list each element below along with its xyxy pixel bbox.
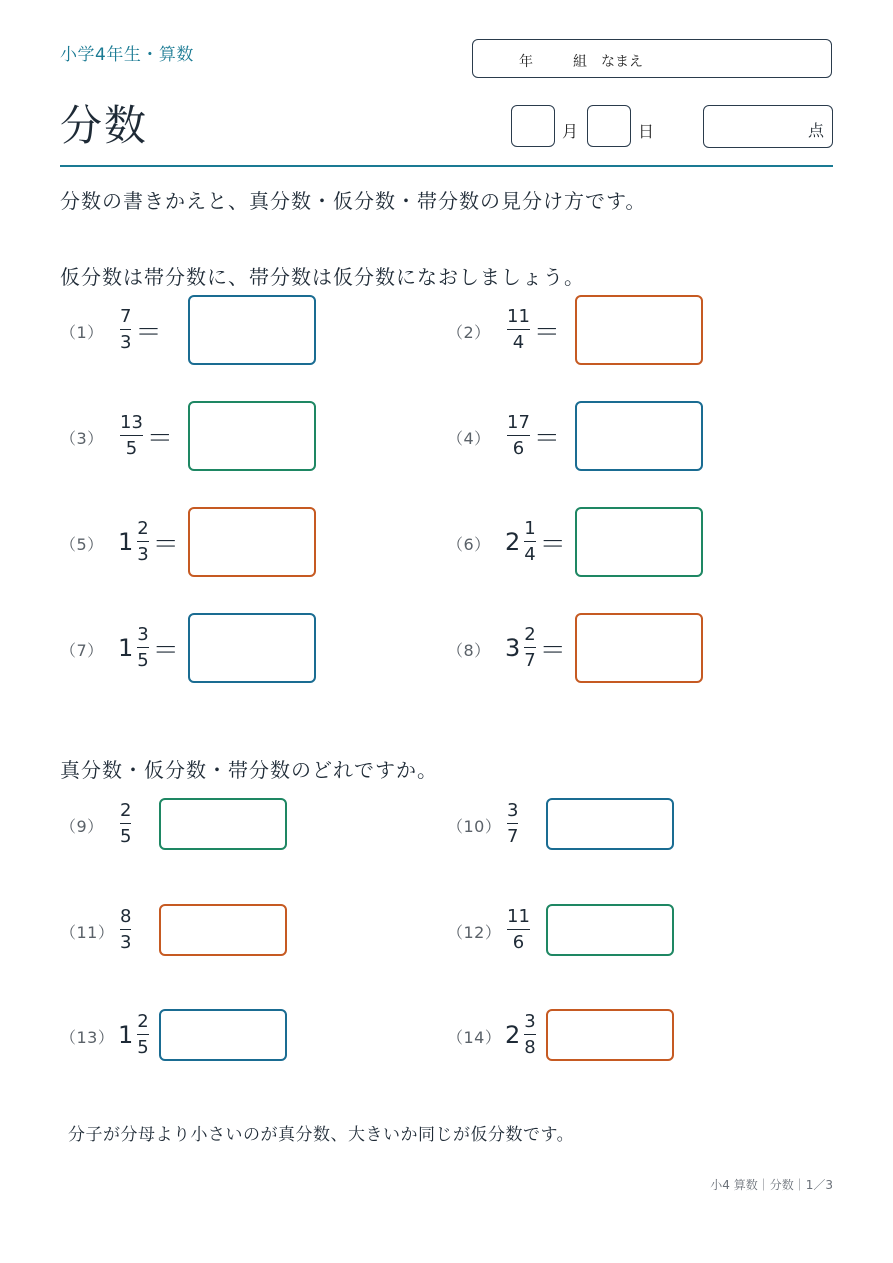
fraction-expression	[505, 900, 532, 960]
problem-number: （2）	[447, 323, 491, 342]
answer-box[interactable]	[159, 798, 287, 850]
fraction	[135, 1010, 150, 1059]
problem-section2-3	[60, 890, 366, 970]
fraction-expression	[118, 1005, 151, 1065]
problem-section1-8	[447, 608, 753, 688]
fraction-bar	[137, 541, 148, 543]
section2-instruction: 真分数・仮分数・帯分数のどれですか。	[60, 758, 438, 782]
fraction-expression	[118, 618, 179, 678]
problem-number: （5）	[60, 535, 104, 554]
numerator: 2	[120, 799, 132, 821]
fraction	[522, 623, 537, 672]
intro-text: 分数の書きかえと、真分数・仮分数・帯分数の見分け方です。	[60, 189, 647, 213]
fraction	[522, 517, 537, 566]
fraction-bar	[120, 435, 143, 437]
numerator: 13	[120, 411, 143, 433]
fraction-expression	[118, 900, 133, 960]
equals-sign: ＝	[152, 635, 179, 666]
problem-number: （7）	[60, 641, 104, 660]
answer-box[interactable]	[159, 1009, 287, 1061]
equals-sign: ＝	[152, 529, 179, 560]
answer-box[interactable]	[188, 507, 316, 577]
whole-number: 2	[505, 1021, 521, 1049]
answer-box[interactable]	[188, 613, 316, 683]
numerator: 11	[507, 305, 530, 327]
fraction	[118, 905, 133, 954]
answer-box[interactable]	[159, 904, 287, 956]
denominator: 7	[524, 650, 536, 672]
problem-section1-7	[60, 608, 366, 688]
numerator: 17	[507, 411, 530, 433]
month-field[interactable]	[511, 105, 555, 147]
fraction-expression	[505, 406, 560, 466]
whole-number: 1	[118, 634, 134, 662]
name-field[interactable]	[472, 39, 832, 78]
grade-subject-label: 小学4年生・算数	[60, 45, 194, 65]
problem-section1-4	[447, 396, 753, 476]
equals-sign: ＝	[539, 635, 566, 666]
fraction-expression	[118, 406, 173, 466]
denominator: 5	[125, 438, 138, 460]
equals-sign: ＝	[533, 423, 560, 454]
answer-box[interactable]	[575, 401, 703, 471]
day-field[interactable]	[587, 105, 631, 147]
numerator: 2	[137, 517, 149, 539]
fraction-expression	[118, 300, 161, 360]
denominator: 4	[524, 544, 536, 566]
denominator: 4	[512, 332, 525, 354]
numerator: 3	[507, 799, 519, 821]
fraction	[135, 623, 150, 672]
denominator: 5	[120, 826, 132, 848]
problem-number: （3）	[60, 429, 104, 448]
header-divider	[60, 165, 833, 167]
fraction-bar	[137, 1034, 148, 1036]
footer-page-info: 小4 算数｜分数｜1／3	[710, 1178, 833, 1192]
answer-box[interactable]	[188, 295, 316, 365]
fraction-bar	[507, 823, 518, 825]
fraction	[505, 411, 532, 460]
problem-section1-1	[60, 290, 366, 370]
problem-number: （8）	[447, 641, 491, 660]
fraction-bar	[120, 929, 131, 931]
problem-section1-2	[447, 290, 753, 370]
fraction	[135, 517, 150, 566]
whole-number: 2	[505, 528, 521, 556]
fraction	[505, 905, 532, 954]
fraction-bar	[524, 1034, 535, 1036]
numerator: 7	[120, 305, 132, 327]
problem-number: （13）	[60, 1028, 115, 1047]
problem-section2-4	[447, 890, 753, 970]
whole-number: 1	[118, 528, 134, 556]
denominator: 3	[120, 332, 132, 354]
month-label: 月	[562, 122, 579, 141]
denominator: 5	[137, 1037, 149, 1059]
problem-section2-1	[60, 784, 366, 864]
fraction-expression	[118, 794, 133, 854]
problem-number: （9）	[60, 817, 104, 836]
answer-box[interactable]	[546, 904, 674, 956]
equals-sign: ＝	[135, 317, 162, 348]
problem-number: （14）	[447, 1028, 502, 1047]
denominator: 6	[512, 438, 525, 460]
whole-number: 3	[505, 634, 521, 662]
name-label: なまえ	[601, 54, 643, 70]
problem-section2-5	[60, 995, 366, 1075]
numerator: 2	[524, 623, 536, 645]
answer-box[interactable]	[546, 798, 674, 850]
denominator: 3	[137, 544, 149, 566]
numerator: 8	[120, 905, 132, 927]
fraction-bar	[524, 541, 535, 543]
whole-number: 1	[118, 1021, 134, 1049]
score-field[interactable]	[703, 105, 833, 148]
answer-box[interactable]	[188, 401, 316, 471]
denominator: 7	[507, 826, 519, 848]
answer-box[interactable]	[575, 295, 703, 365]
fraction-expression	[118, 512, 179, 572]
problem-number: （12）	[447, 923, 502, 942]
problem-section2-6	[447, 995, 753, 1075]
numerator: 11	[507, 905, 530, 927]
denominator: 5	[137, 650, 149, 672]
equals-sign: ＝	[539, 529, 566, 560]
problem-section1-6	[447, 502, 753, 582]
fraction-expression	[505, 512, 566, 572]
equals-sign: ＝	[533, 317, 560, 348]
fraction-bar	[137, 647, 148, 649]
numerator: 2	[137, 1010, 149, 1032]
fraction-bar	[120, 823, 131, 825]
denominator: 6	[512, 932, 525, 954]
fraction-bar	[507, 929, 530, 931]
equals-sign: ＝	[146, 423, 173, 454]
fraction-bar	[120, 329, 131, 331]
fraction-expression	[505, 794, 520, 854]
numerator: 1	[524, 517, 536, 539]
fraction	[505, 799, 520, 848]
section1-instruction: 仮分数は帯分数に、帯分数は仮分数になおしましょう。	[60, 265, 585, 289]
problem-number: （11）	[60, 923, 115, 942]
problem-number: （1）	[60, 323, 104, 342]
score-label: 点	[807, 121, 824, 140]
answer-box[interactable]	[546, 1009, 674, 1061]
fraction	[118, 305, 133, 354]
fraction-bar	[507, 435, 530, 437]
denominator: 3	[120, 932, 132, 954]
note-text: 分子が分母より小さいのが真分数、大きいか同じが仮分数です。	[68, 1125, 575, 1145]
numerator: 3	[137, 623, 149, 645]
problem-number: （4）	[447, 429, 491, 448]
fraction-expression	[505, 618, 566, 678]
fraction	[118, 799, 133, 848]
problem-section2-2	[447, 784, 753, 864]
fraction	[118, 411, 145, 460]
day-label: 日	[638, 122, 655, 141]
problem-number: （6）	[447, 535, 491, 554]
numerator: 3	[524, 1010, 536, 1032]
problem-section1-3	[60, 396, 366, 476]
page-title: 分数	[60, 101, 149, 150]
fraction-expression	[505, 1005, 538, 1065]
class-label: 組	[573, 54, 587, 70]
fraction	[522, 1010, 537, 1059]
fraction	[505, 305, 532, 354]
answer-box[interactable]	[575, 507, 703, 577]
denominator: 8	[524, 1037, 536, 1059]
fraction-bar	[524, 647, 535, 649]
fraction-expression	[505, 300, 560, 360]
problem-section1-5	[60, 502, 366, 582]
answer-box[interactable]	[575, 613, 703, 683]
year-label: 年	[519, 54, 533, 70]
fraction-bar	[507, 329, 530, 331]
problem-number: （10）	[447, 817, 502, 836]
